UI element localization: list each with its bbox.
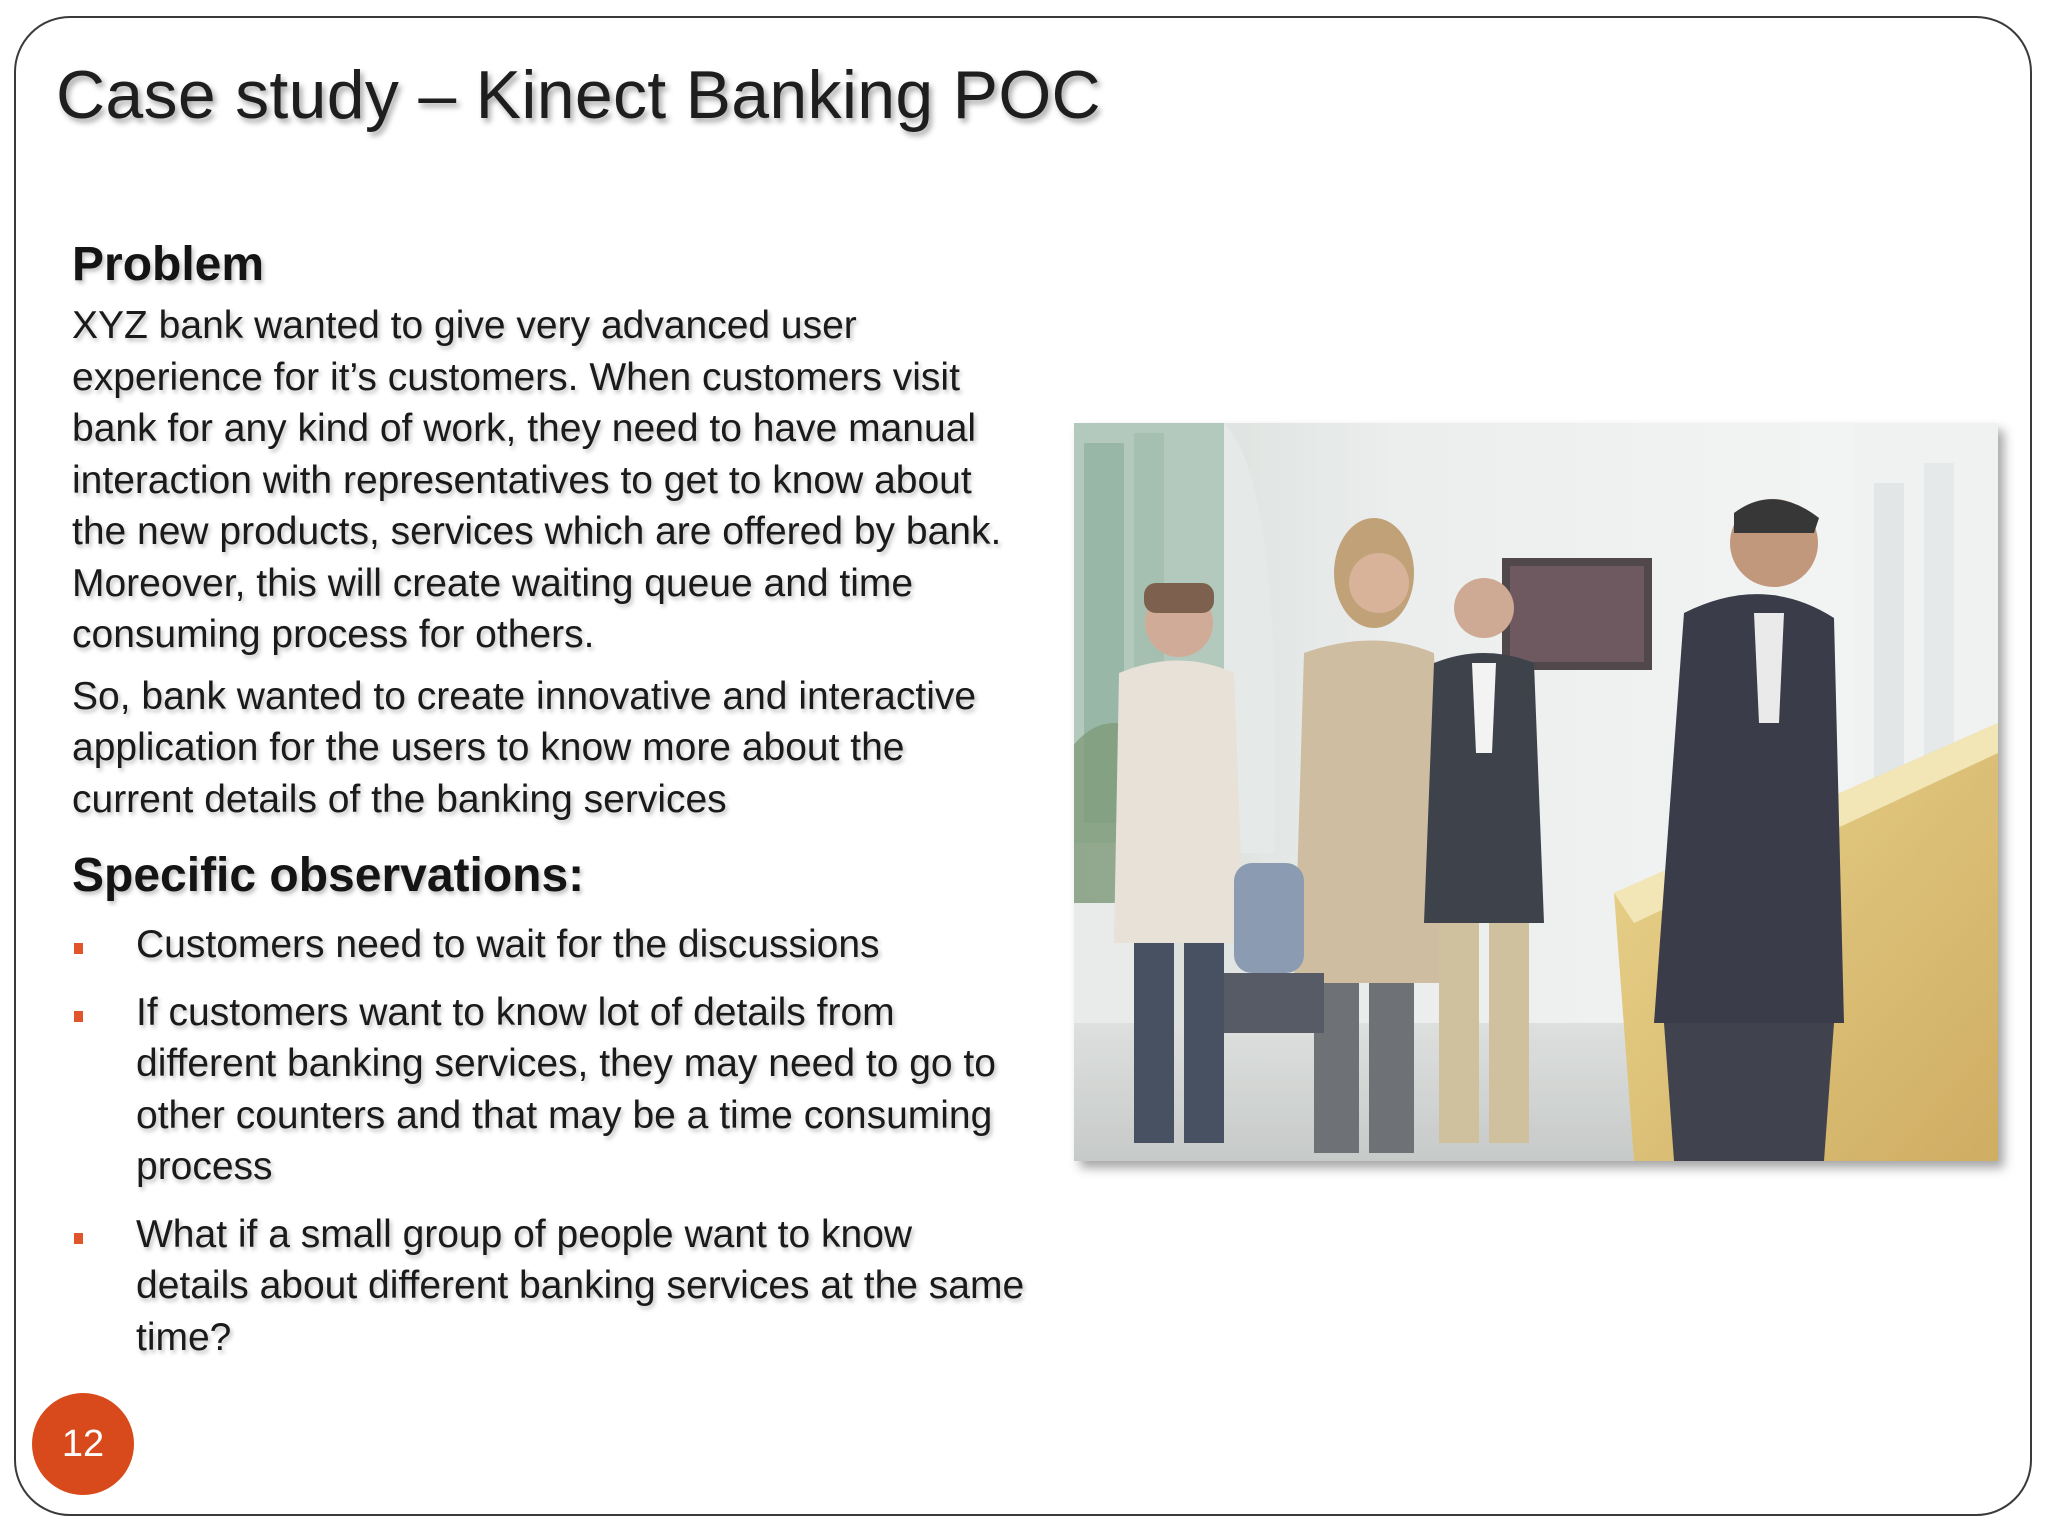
page-number-badge: 12 [32,1393,134,1495]
square-bullet-icon [74,1011,83,1022]
observation-text: What if a small group of people want to know details about different banking services at the same time? [136,1212,1025,1359]
slide-content [72,236,1032,1379]
square-bullet-icon [74,943,83,954]
square-bullet-icon [74,1233,83,1244]
slide-title: Case study – Kinect Banking POC [56,57,1101,133]
observations-heading: Specific observations: [72,849,585,902]
observation-text: Customers need to wait for the discussions [136,923,880,966]
observation-item [72,919,1032,971]
bank-counter-photo [1074,423,1998,1161]
problem-heading: Problem [72,238,265,291]
problem-paragraph-2: So, bank wanted to create innovative and interactive application for the users to know more about the current details of the banking services [72,674,977,821]
observation-item [72,987,1032,1193]
observation-text: If customers want to know lot of details from different banking services, they may need to go to other counters and that may be a time consuming process [136,990,996,1188]
observations-list [72,919,1032,1363]
problem-paragraph-1: XYZ bank wanted to give very advanced user experience for it’s customers. When customers visit bank for any kind of work, they need to have manual interaction with representatives to get to know about the new products, services which are offered by bank. Moreover, this will create waiting queue and time consuming process for others. [72,304,1002,656]
observation-item [72,1209,1032,1364]
